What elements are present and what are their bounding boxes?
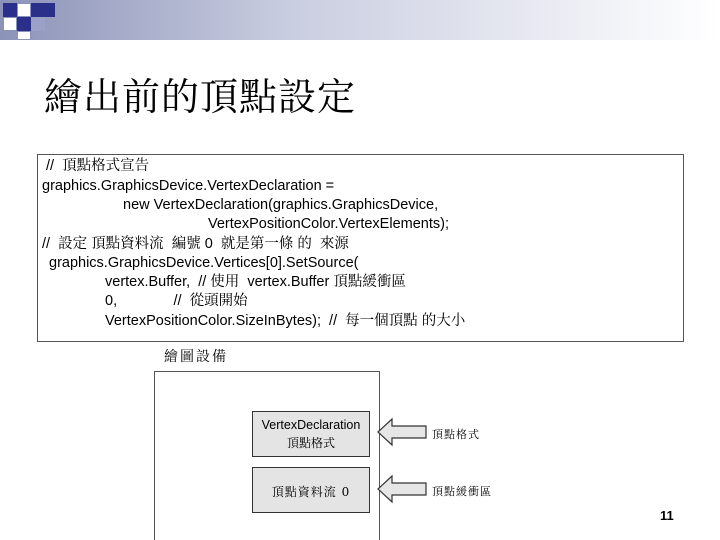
corner-square (3, 3, 17, 17)
code-line: // 設定 頂點資料流 編號 0 就是第一條 的 來源 (42, 236, 349, 252)
vertex-declaration-box (252, 411, 370, 457)
corner-square (17, 3, 31, 17)
code-line: graphics.GraphicsDevice.Vertices[0].SetSource( (49, 255, 359, 271)
code-line: vertex.Buffer, // 使用 vertex.Buffer 頂點緩衝區 (105, 274, 406, 290)
slide-title: 繪出前的頂點設定 (44, 75, 357, 119)
code-line: VertexPositionColor.VertexElements); (208, 216, 449, 232)
code-line: new VertexDeclaration(graphics.GraphicsDevice, (123, 197, 439, 213)
vertex-stream-label: 頂點資料流 0 (271, 485, 351, 499)
page-number: 11 (660, 508, 674, 523)
header-band (0, 0, 720, 40)
corner-square (17, 31, 31, 40)
vertex-buffer-side-label: 頂點緩衝區 (432, 485, 492, 498)
left-arrow-icon (376, 417, 428, 447)
code-line: graphics.GraphicsDevice.VertexDeclaration = (42, 178, 335, 194)
diagram-caption: 繪圖設備 (164, 349, 228, 365)
code-block (37, 154, 684, 342)
corner-square (45, 3, 55, 17)
corner-square (17, 17, 31, 31)
vertex-declaration-label: VertexDeclaration (261, 418, 361, 432)
left-arrow-icon (376, 474, 428, 504)
corner-square (3, 17, 17, 31)
corner-square (31, 17, 45, 31)
vertex-stream-box (252, 467, 370, 513)
code-line: VertexPositionColor.SizeInBytes); // 每一個頂點 的大小 (105, 313, 466, 329)
code-line: 0, // 從頭開始 (105, 293, 248, 309)
corner-square (31, 3, 45, 17)
code-line: // 頂點格式宣告 (46, 158, 150, 174)
vertex-format-side-label: 頂點格式 (432, 428, 480, 441)
vertex-format-label: 頂點格式 (286, 436, 335, 450)
